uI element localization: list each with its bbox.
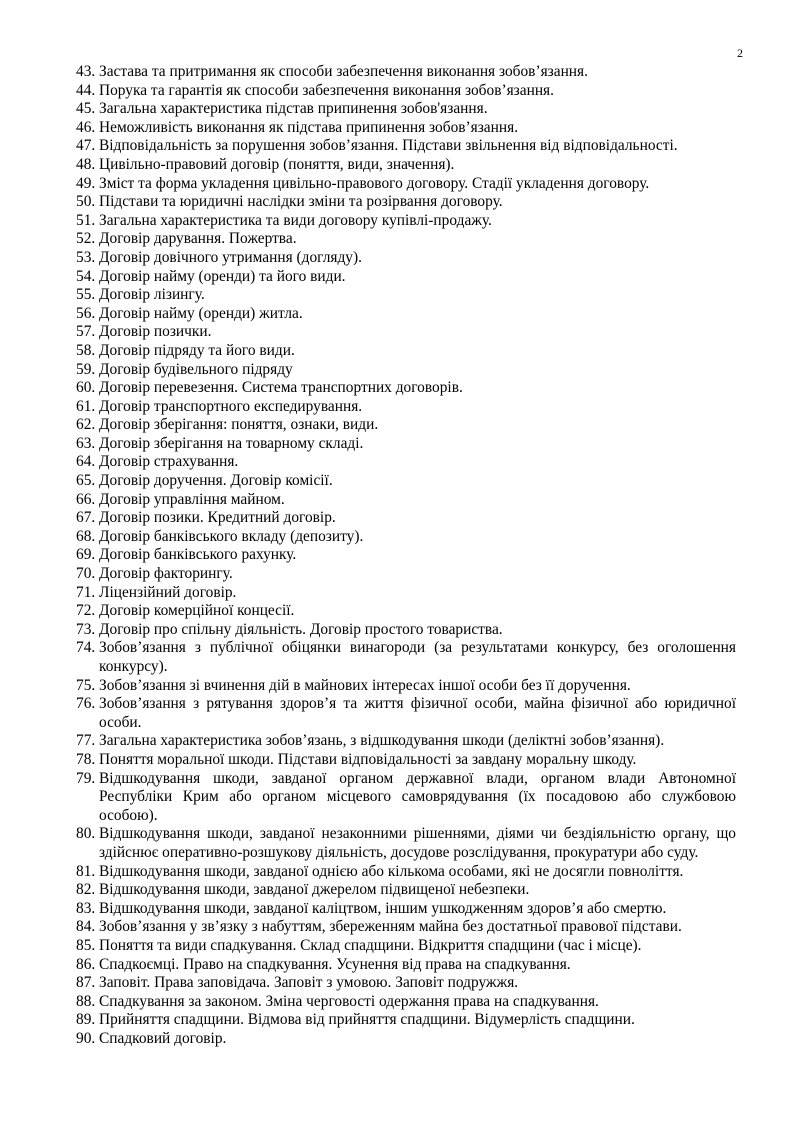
- question-number: 64.: [76, 453, 96, 471]
- question-number: 71.: [76, 583, 96, 601]
- list-item: [76, 416, 736, 435]
- question-number: 88.: [76, 992, 96, 1010]
- question-text: Застава та притримання як способи забезпечення виконання зобов’язання.: [99, 63, 588, 80]
- question-number: 78.: [76, 750, 96, 768]
- question-number: 76.: [76, 695, 96, 713]
- question-text: Договір позики. Кредитний договір.: [99, 509, 336, 527]
- question-number: 70.: [76, 565, 96, 583]
- question-number: 54.: [76, 267, 96, 285]
- list-item: [76, 509, 736, 528]
- list-item: [76, 695, 736, 732]
- question-text: Договір про спільну діяльність. Договір простого товариства.: [99, 620, 503, 638]
- question-text: Договір позички.: [99, 323, 212, 341]
- question-text: Поняття моральної шкоди. Підстави відповідальності за завдану моральну шкоду.: [99, 750, 637, 768]
- list-item: [76, 175, 736, 194]
- list-item: [76, 621, 736, 640]
- question-number: 65.: [76, 472, 96, 490]
- question-text: Договір страхування.: [99, 453, 239, 471]
- question-text: Неможливість виконання як підстава припинення зобов’язання.: [99, 118, 519, 136]
- list-item: [76, 268, 736, 287]
- list-item: [76, 937, 736, 956]
- list-item: [76, 863, 736, 882]
- question-number: 83.: [76, 899, 96, 917]
- question-number: 63.: [76, 434, 96, 452]
- question-number: 46.: [76, 118, 96, 136]
- list-item: [76, 453, 736, 472]
- question-number: 43.: [76, 63, 96, 80]
- question-text: Договір будівельного підряду: [99, 360, 293, 378]
- question-text: Договір зберігання на товарному складі.: [99, 434, 364, 452]
- list-item: [76, 974, 736, 993]
- list-item: [76, 361, 736, 380]
- question-number: 69.: [76, 546, 96, 564]
- question-text: Підстави та юридичні наслідки зміни та розірвання договору.: [99, 193, 503, 211]
- list-item: [76, 212, 736, 231]
- question-text: Загальна характеристика зобов’язань, з відшкодування шкоди (деліктні зобов’язання).: [99, 732, 665, 750]
- page-number: 2: [737, 46, 743, 60]
- question-text: Договір банківського рахунку.: [99, 546, 297, 564]
- question-number: 90.: [76, 1029, 96, 1047]
- question-text: Договір факторингу.: [99, 565, 233, 583]
- question-number: 47.: [76, 137, 96, 155]
- question-number: 44.: [76, 81, 96, 99]
- list-item: [76, 119, 736, 138]
- list-item: [76, 732, 736, 751]
- question-number: 55.: [76, 286, 96, 304]
- list-item: [76, 305, 736, 324]
- list-item: [76, 900, 736, 919]
- question-text: Договір доручення. Договір комісії.: [99, 472, 333, 490]
- question-number: 58.: [76, 341, 96, 359]
- question-text: Зобов’язання з публічної обіцянки винагороди (за результатами конкурсу, без оголошення конкурсу).: [99, 639, 736, 675]
- question-text: Відшкодування шкоди, завданої джерелом підвищеної небезпеки.: [99, 881, 530, 899]
- question-text: Договір найму (оренди) та його види.: [99, 267, 346, 285]
- list-item: [76, 435, 736, 454]
- question-text: Договір зберігання: поняття, ознаки, види.: [99, 416, 379, 434]
- list-item: [76, 491, 736, 510]
- question-number: 60.: [76, 379, 96, 397]
- question-text: Відповідальність за порушення зобов’язання. Підстави звільнення від відповідальності.: [99, 137, 678, 155]
- question-number: 75.: [76, 676, 96, 694]
- question-number: 80.: [76, 825, 96, 843]
- question-text: Договір комерційної концесії.: [99, 602, 295, 620]
- question-text: Порука та гарантія як способи забезпечення виконання зобов’язання.: [99, 81, 554, 99]
- list-item: [76, 156, 736, 175]
- question-number: 77.: [76, 732, 96, 750]
- question-text: Спадковий договір.: [99, 1029, 227, 1047]
- question-text: Відшкодування шкоди, завданої каліцтвом, іншим ушкодженням здоров’я або смертю.: [99, 899, 667, 917]
- list-item: [76, 956, 736, 975]
- list-item: [76, 602, 736, 621]
- question-text: Відшкодування шкоди, завданої незаконними рішеннями, діями чи бездіяльністю органу, що здійснює оперативно-розшукову діяльність, досудове розслідування, прокуратури або суду.: [99, 825, 736, 861]
- question-text: Зобов’язання з рятування здоров’я та життя фізичної особи, майна фізичної або юридичної особи.: [99, 695, 736, 731]
- question-number: 66.: [76, 490, 96, 508]
- question-text: Договір перевезення. Система транспортних договорів.: [99, 379, 463, 397]
- list-item: [76, 342, 736, 361]
- list-item: [76, 993, 736, 1012]
- question-text: Спадкування за законом. Зміна черговості одержання права на спадкування.: [99, 992, 599, 1010]
- question-text: Договір найму (оренди) житла.: [99, 304, 303, 322]
- question-number: 49.: [76, 174, 96, 192]
- question-number: 57.: [76, 323, 96, 341]
- list-item: [76, 639, 736, 676]
- question-number: 56.: [76, 304, 96, 322]
- list-item: [76, 137, 736, 156]
- question-text: Договір транспортного експедирування.: [99, 397, 363, 415]
- question-number: 50.: [76, 193, 96, 211]
- question-text: Відшкодування шкоди, завданої однією або кількома особами, які не досягли повноліття.: [99, 862, 684, 880]
- question-text: Ліцензійний договір.: [99, 583, 237, 601]
- list-item: [76, 584, 736, 603]
- question-number: 84.: [76, 918, 96, 936]
- question-number: 73.: [76, 620, 96, 638]
- list-item: [76, 918, 736, 937]
- question-number: 68.: [76, 527, 96, 545]
- question-text: Загальна характеристика та види договору купівлі-продажу.: [99, 211, 492, 229]
- question-number: 82.: [76, 881, 96, 899]
- question-number: 85.: [76, 936, 96, 954]
- list-item: [76, 881, 736, 900]
- list-item: [76, 528, 736, 547]
- question-text: Договір управління майном.: [99, 490, 285, 508]
- question-text: Спадкоємці. Право на спадкування. Усунення від права на спадкування.: [99, 955, 571, 973]
- question-text: Зміст та форма укладення цивільно-правового договору. Стадії укладення договору.: [99, 174, 650, 192]
- list-item: [76, 230, 736, 249]
- question-number: 51.: [76, 211, 96, 229]
- list-item: [76, 565, 736, 584]
- question-number: 86.: [76, 955, 96, 973]
- list-item: [76, 1030, 736, 1049]
- question-number: 62.: [76, 416, 96, 434]
- question-text: Договір банківського вкладу (депозиту).: [99, 527, 364, 545]
- list-item: [76, 82, 736, 101]
- question-text: Відшкодування шкоди, завданої органом державної влади, органом влади Автономної Республіки Крим або органом місцевого самоврядування (їх посадовою або службовою особою).: [99, 769, 736, 824]
- list-item: [76, 751, 736, 770]
- question-text: Договір довічного утримання (догляду).: [99, 248, 362, 266]
- question-text: Зобов’язання у зв’язку з набуттям, збереженням майна без достатньої правової підстави.: [99, 918, 682, 936]
- list-item: [76, 677, 736, 696]
- question-number: 48.: [76, 155, 96, 173]
- list-item: [76, 286, 736, 305]
- list-item: [76, 379, 736, 398]
- question-number: 74.: [76, 639, 96, 657]
- list-item: [76, 1011, 736, 1030]
- question-number: 87.: [76, 974, 96, 992]
- list-item: [76, 193, 736, 212]
- question-text: Заповіт. Права заповідача. Заповіт з умовою. Заповіт подружжя.: [99, 974, 519, 992]
- question-text: Загальна характеристика підстав припинення зобов'язання.: [99, 100, 488, 118]
- list-item: [76, 398, 736, 417]
- list-item: [76, 472, 736, 491]
- question-text: Договір підряду та його види.: [99, 341, 295, 359]
- question-number: 61.: [76, 397, 96, 415]
- question-text: Поняття та види спадкування. Склад спадщини. Відкриття спадщини (час і місце).: [99, 936, 642, 954]
- list-item: [76, 546, 736, 565]
- question-number: 89.: [76, 1011, 96, 1029]
- question-number: 67.: [76, 509, 96, 527]
- question-number: 81.: [76, 862, 96, 880]
- question-text: Договір дарування. Пожертва.: [99, 230, 297, 248]
- question-text: Зобов’язання зі вчинення дій в майнових інтересах іншої особи без її доручення.: [99, 676, 631, 694]
- list-item: [76, 63, 736, 82]
- list-item: [76, 770, 736, 826]
- question-number: 59.: [76, 360, 96, 378]
- list-item: [76, 825, 736, 862]
- question-text: Цивільно-правовий договір (поняття, види, значення).: [99, 155, 455, 173]
- question-number: 79.: [76, 769, 96, 787]
- list-item: [76, 100, 736, 119]
- question-number: 52.: [76, 230, 96, 248]
- question-list: [76, 63, 736, 1048]
- question-number: 72.: [76, 602, 96, 620]
- question-number: 53.: [76, 248, 96, 266]
- question-text: Договір лізингу.: [99, 286, 205, 304]
- list-item: [76, 249, 736, 268]
- list-item: [76, 323, 736, 342]
- question-number: 45.: [76, 100, 96, 118]
- question-text: Прийняття спадщини. Відмова від прийняття спадщини. Відумерлість спадщини.: [99, 1011, 635, 1029]
